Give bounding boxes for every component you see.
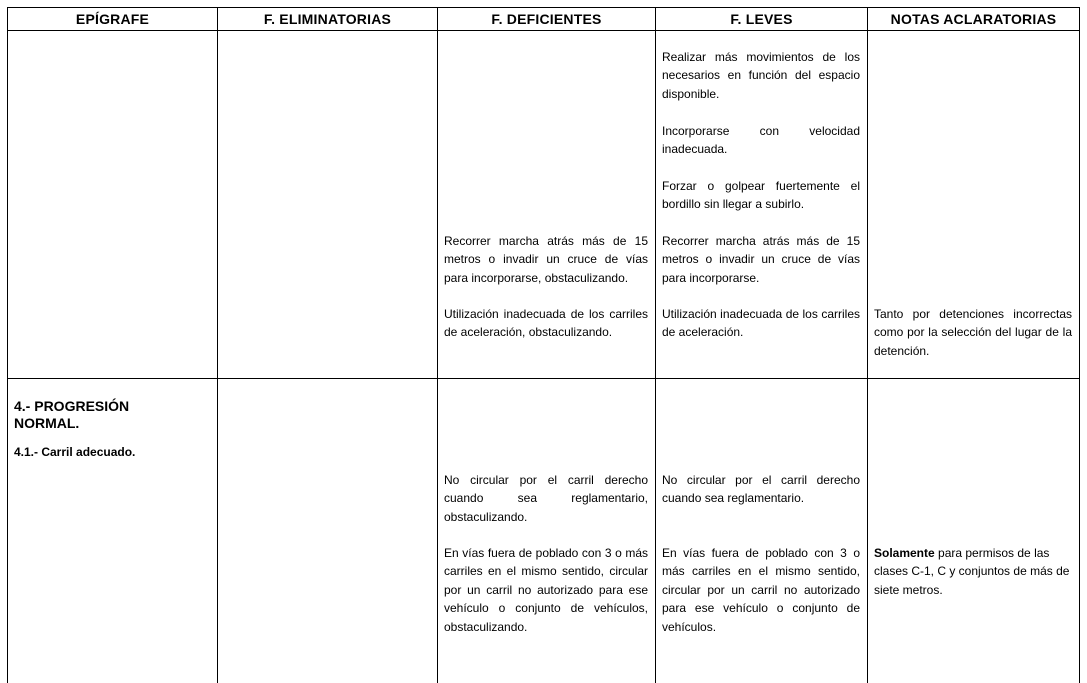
header-deficientes: F. DEFICIENTES — [491, 11, 602, 27]
table-border-top — [7, 7, 1080, 8]
subsection-title: 4.1.- Carril adecuado. — [14, 445, 136, 459]
column-divider-2 — [437, 7, 438, 683]
section-title: 4.- PROGRESIÓN NORMAL. — [14, 398, 130, 431]
header-epigrafe: EPÍGRAFE — [75, 11, 150, 27]
deficientes-item: Recorrer marcha atrás más de 15 metros o invadir un cruce de vías para incorporarse, obstaculizando. — [444, 234, 648, 285]
deficientes-item: No circular por el carril derecho cuando sea reglamentario, obstaculizando. — [444, 473, 648, 524]
leves-item: No circular por el carril derecho cuando sea reglamentario. — [662, 473, 860, 506]
header-eliminatorias: F. ELIMINATORIAS — [263, 11, 392, 27]
row-divider — [7, 378, 1080, 379]
deficientes-item: Utilización inadecuada de los carriles de aceleración, obstaculizando. — [444, 307, 648, 340]
leves-item: Realizar más movimientos de los necesarios en función del espacio disponible. — [662, 50, 860, 101]
header-notas: NOTAS ACLARATORIAS — [890, 11, 1057, 27]
header-leves: F. LEVES — [730, 11, 793, 27]
leves-item: Recorrer marcha atrás más de 15 metros o invadir un cruce de vías para incorporarse. — [662, 234, 860, 285]
column-divider-4 — [867, 7, 868, 683]
deficientes-item: En vías fuera de poblado con 3 o más carriles en el mismo sentido, circular por un carril no autorizado para ese vehículo o conjunto de vehículos, obstaculizando. — [444, 546, 648, 634]
column-divider-3 — [655, 7, 656, 683]
leves-item: Incorporarse con velocidad inadecuada. — [662, 124, 860, 157]
notas-text: para permisos de las clases C-1, C y conjuntos de más de siete metros. — [874, 546, 1070, 597]
header-divider — [7, 30, 1080, 31]
column-divider-1 — [217, 7, 218, 683]
notas-emphasis: Solamente — [874, 546, 935, 560]
leves-item: Utilización inadecuada de los carriles de aceleración. — [662, 307, 860, 340]
leves-item: En vías fuera de poblado con 3 o más carriles en el mismo sentido, circular por un carril no autorizado para ese vehículo o conjunto de vehículos. — [662, 546, 860, 634]
table-border-right — [1079, 7, 1080, 683]
table-border-left — [7, 7, 8, 683]
leves-item: Forzar o golpear fuertemente el bordillo sin llegar a subirlo. — [662, 179, 860, 212]
notas-item: Tanto por detenciones incorrectas como por la selección del lugar de la detención. — [874, 307, 1072, 358]
notas-item — [874, 544, 1072, 599]
